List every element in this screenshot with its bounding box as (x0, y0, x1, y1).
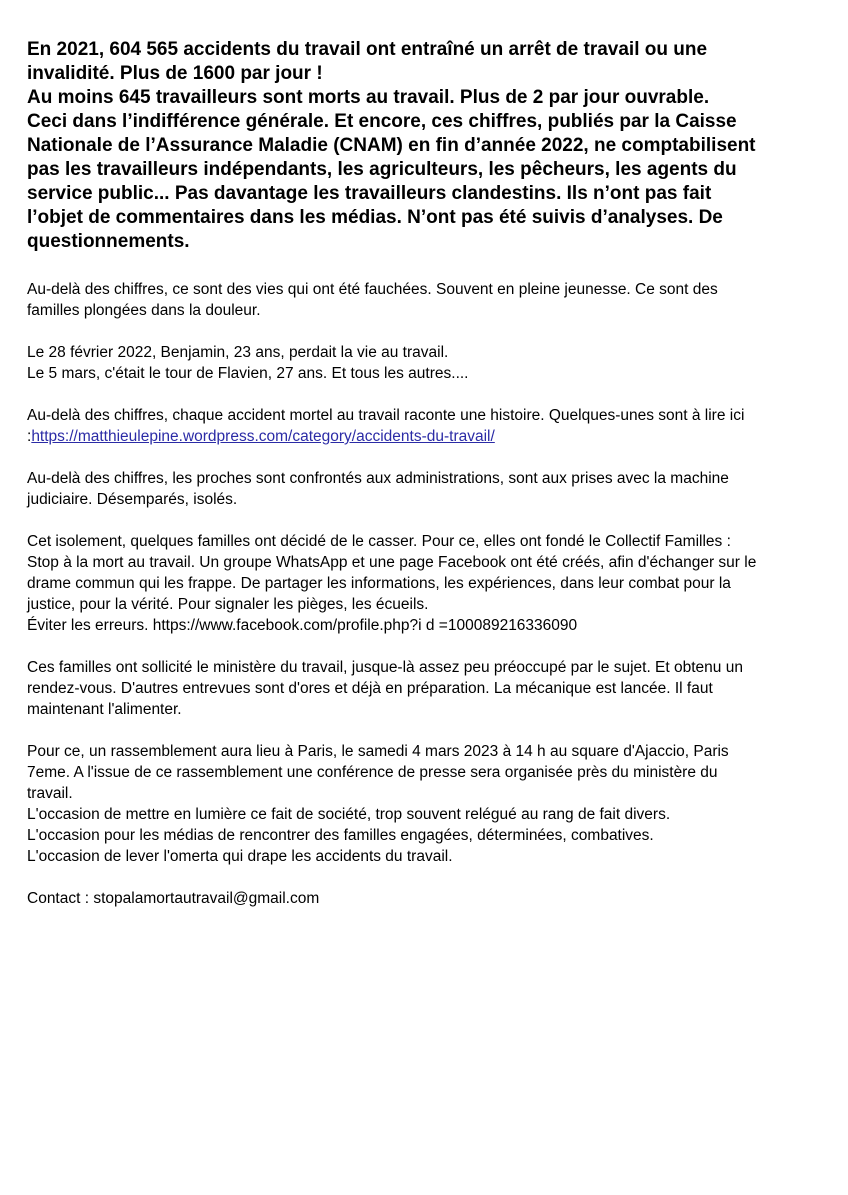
paragraph-beyond-lives: Au-delà des chiffres, ce sont des vies qui ont été fauchées. Souvent en pleine jeunesse. Ce sont des familles plongées dans la douleur. (27, 281, 718, 319)
text-line: L'occasion pour les médias de rencontrer des familles engagées, déterminées, combatives. (27, 827, 654, 844)
paragraph-collective (27, 531, 757, 636)
text-line: Cet isolement, quelques familles ont décidé de le casser. Pour ce, elles ont fondé le Collectif Familles : Stop à la mort au travail. Un groupe WhatsApp et une page Facebook ont été créés, afin d'échanger sur le drame commun qui les frappe. De partager les informations, les expériences, dans leur combat pour la justice, pour la vérité. Pour signaler les pièges, les écueils. (27, 533, 757, 613)
text-line: Le 28 février 2022, Benjamin, 23 ans, perdait la vie au travail. (27, 344, 449, 361)
text-line: Éviter les erreurs. https://www.facebook.com/profile.php?i d =100089216336090 (27, 617, 578, 634)
lead-paragraph-indifference: Ceci dans l’indifférence générale. Et encore, ces chiffres, publiés par la Caisse Nationale de l’Assurance Maladie (CNAM) en fin d’année 2022, ne comptabilisent pas les travailleurs indépendants, les agriculteurs, les pêcheurs, les agents du service public... Pas davantage les travailleurs clandestins. Ils n’ont pas fait l’objet de commentaires dans les médias. N’ont pas été suivis d’analyses. De questionnements. (27, 111, 756, 252)
paragraph-rally (27, 741, 757, 867)
paragraph-justice: Au-delà des chiffres, les proches sont confrontés aux administrations, sont aux prises avec la machine judiciaire. Désemparés, isolés. (27, 470, 729, 508)
paragraph-contact (27, 888, 757, 909)
text-line: L'occasion de lever l'omerta qui drape les accidents du travail. (27, 848, 453, 865)
contact-label: Contact : (27, 890, 94, 907)
wordpress-link[interactable]: https://matthieulepine.wordpress.com/category/accidents-du-travail/ (31, 428, 495, 445)
body-paragraphs (27, 279, 757, 909)
text-line: Le 5 mars, c'était le tour de Flavien, 27 ans. Et tous les autres.... (27, 365, 469, 382)
stories-text: Au-delà des chiffres, chaque accident mortel au travail raconte une histoire. Quelques-unes sont à lire ici : (27, 407, 745, 445)
paragraph-stories (27, 405, 757, 447)
text-line: L'occasion de mettre en lumière ce fait de société, trop souvent relégué au rang de fait divers. (27, 806, 671, 823)
lead-paragraph-deaths: Au moins 645 travailleurs sont morts au travail. Plus de 2 par jour ouvrable. (27, 87, 710, 108)
paragraph-ministry: Ces familles ont sollicité le ministère du travail, jusque-là assez peu préoccupé par le sujet. Et obtenu un rendez-vous. D'autres entrevues sont d'ores et déjà en préparation. La mécanique est lancée. Il faut maintenant l'alimenter. (27, 659, 743, 718)
lead-paragraphs (27, 38, 762, 254)
contact-email: stopalamortautravail@gmail.com (93, 890, 320, 907)
text-line: Pour ce, un rassemblement aura lieu à Paris, le samedi 4 mars 2023 à 14 h au square d'Ajaccio, Paris 7eme. A l'issue de ce rassemblement une conférence de presse sera organisée près du ministère du travail. (27, 743, 729, 802)
paragraph-dates (27, 342, 757, 384)
lead-paragraph-accidents: En 2021, 604 565 accidents du travail ont entraîné un arrêt de travail ou une invalidité. Plus de 1600 par jour ! (27, 39, 708, 84)
